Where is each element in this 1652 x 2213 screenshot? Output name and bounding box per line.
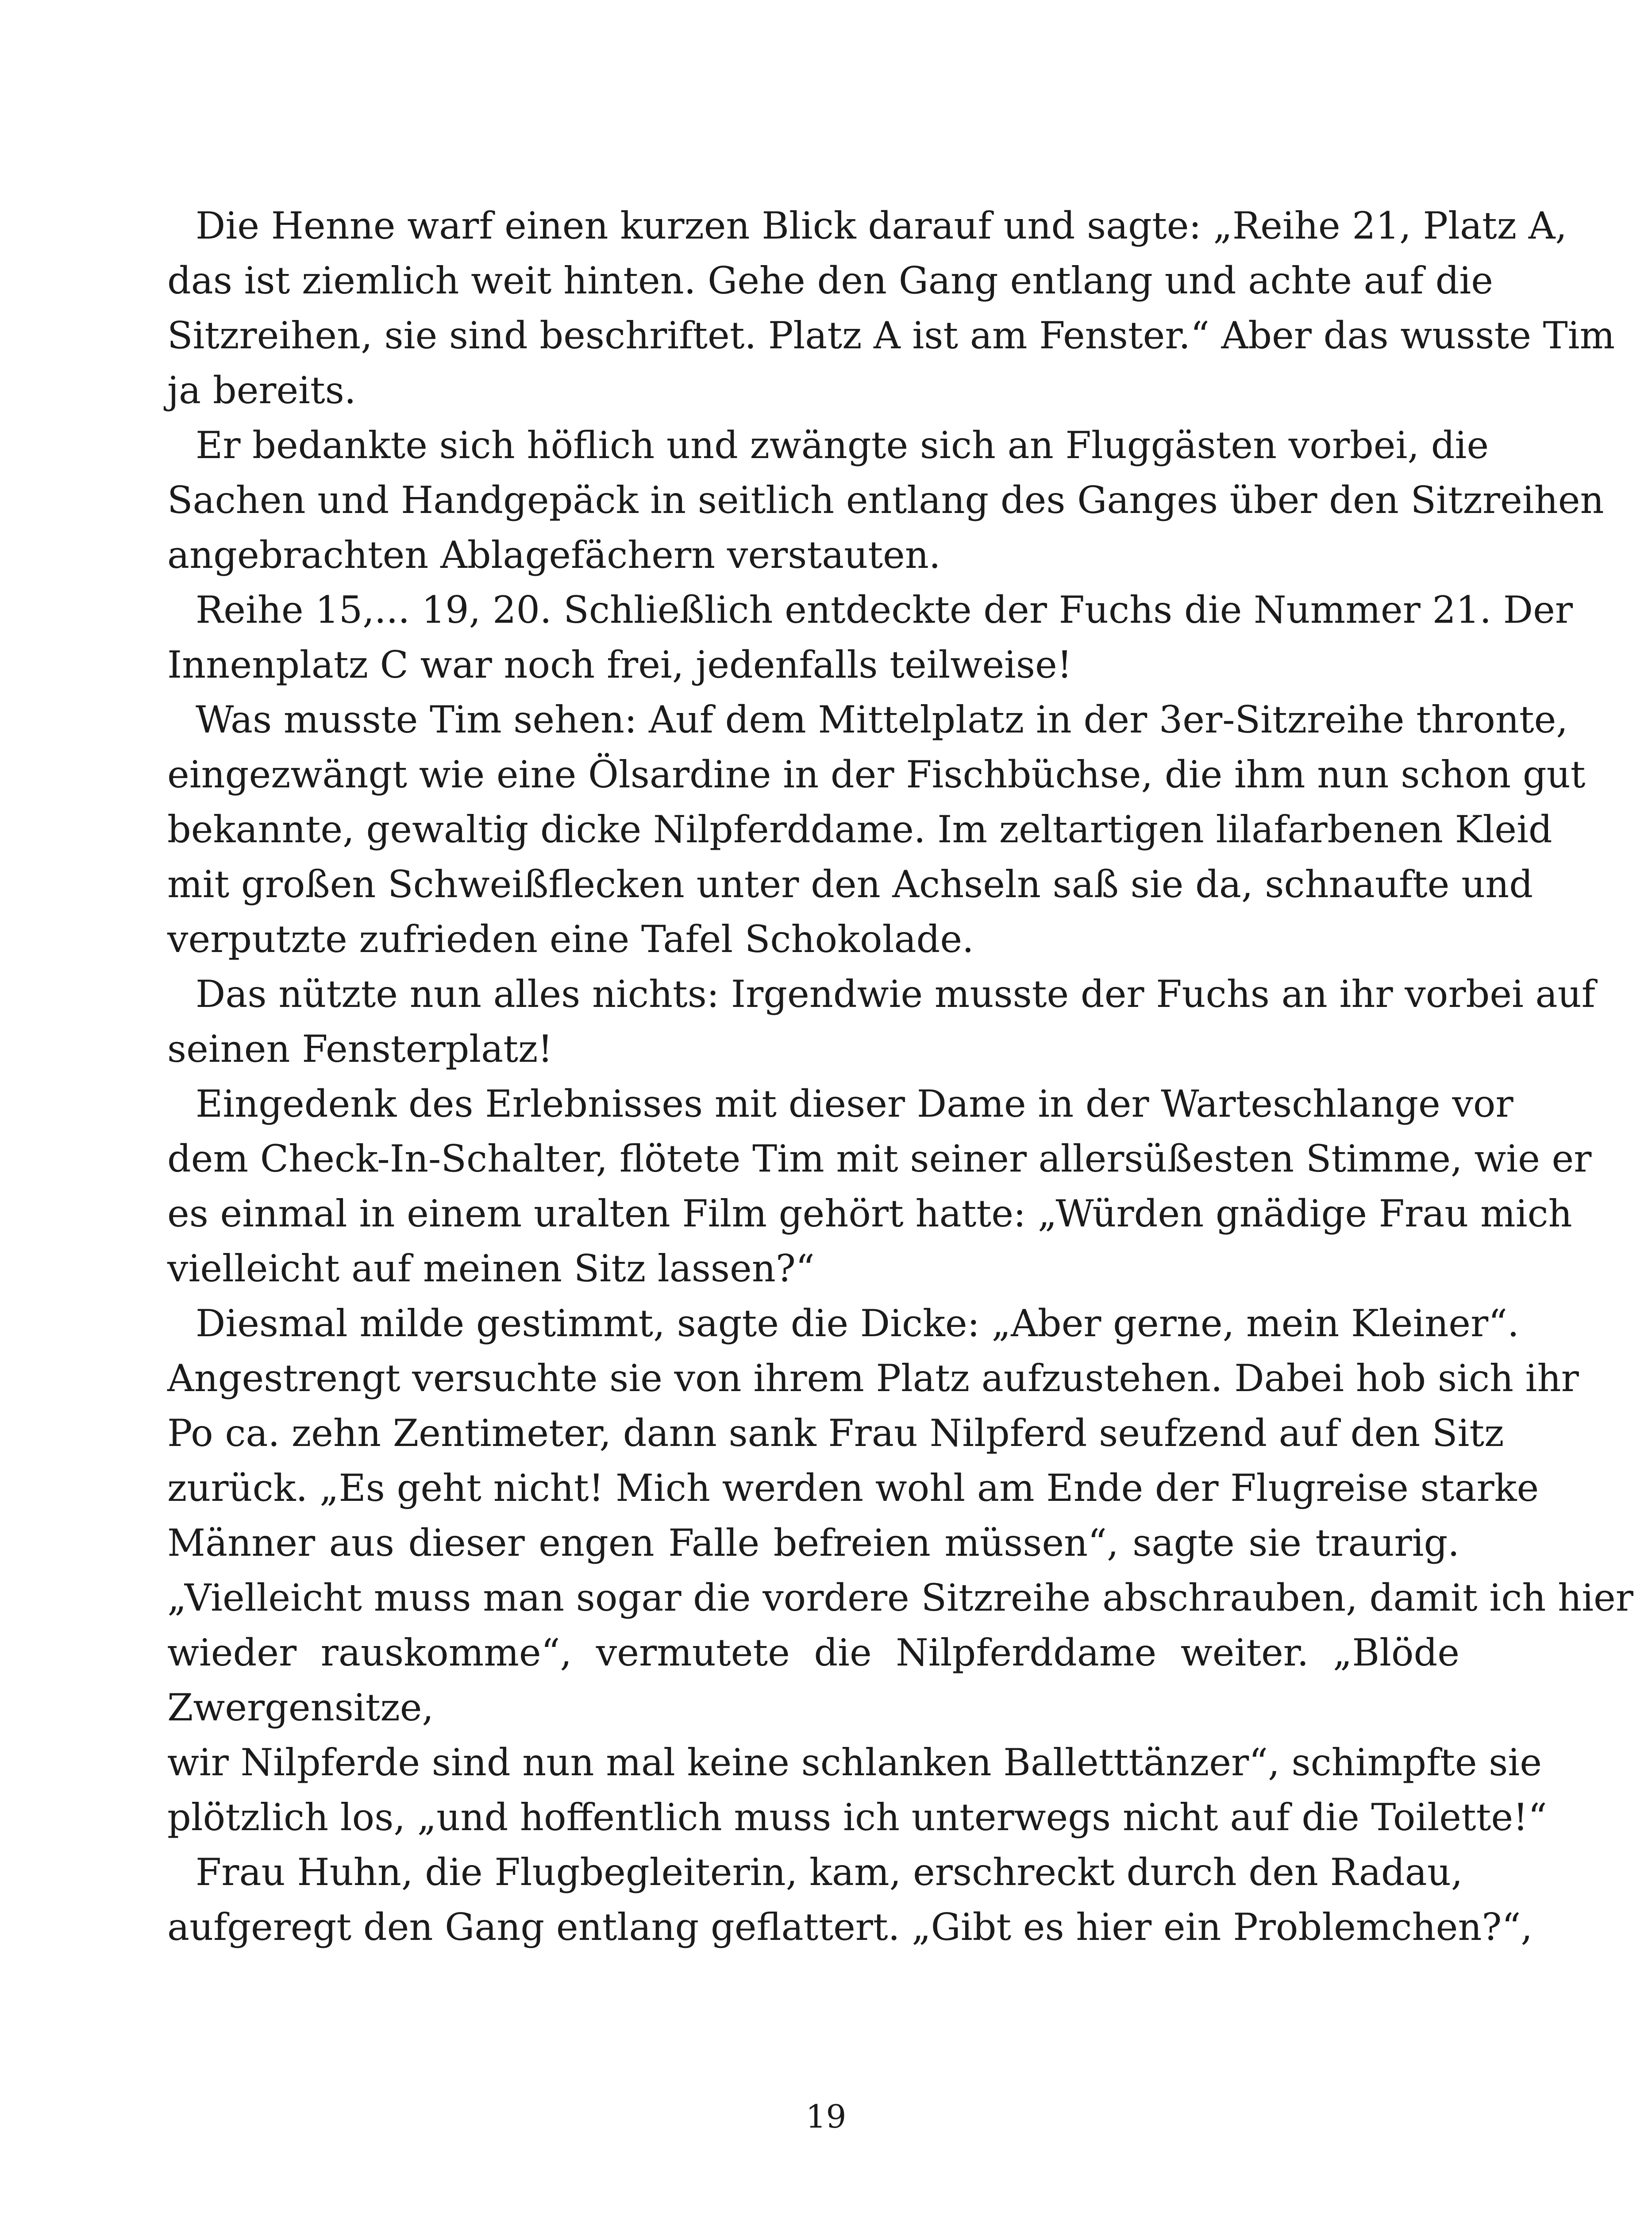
- text-line: Zwergensitze,: [167, 1686, 434, 1729]
- text-line: plötzlich los, „und hoffentlich muss ich unterwegs nicht auf die Toilette!“: [167, 1796, 1547, 1839]
- text-line: Innenplatz C war noch frei, jedenfalls teilweise!: [167, 643, 1072, 686]
- text-line: Männer aus dieser engen Falle befreien müssen“, sagte sie traurig.: [167, 1521, 1459, 1565]
- text-line: Reihe 15,... 19, 20. Schließlich entdeckte der Fuchs die Nummer 21. Der: [196, 588, 1573, 632]
- text-line: mit großen Schweißflecken unter den Achseln saß sie da, schnaufte und: [167, 863, 1533, 906]
- page-number: 19: [805, 2098, 847, 2135]
- text-line: Po ca. zehn Zentimeter, dann sank Frau Nilpferd seufzend auf den Sitz: [167, 1411, 1504, 1455]
- text-line: Das nützte nun alles nichts: Irgendwie musste der Fuchs an ihr vorbei auf: [196, 972, 1595, 1016]
- text-line: dem Check-In-Schalter, flötete Tim mit seiner allersüßesten Stimme, wie er: [167, 1137, 1592, 1180]
- text-line: Angestrengt versuchte sie von ihrem Platz aufzustehen. Dabei hob sich ihr: [167, 1357, 1579, 1400]
- text-line: zurück. „Es geht nicht! Mich werden wohl am Ende der Flugreise starke: [167, 1466, 1539, 1510]
- text-line: „Vielleicht muss man sogar die vordere Sitzreihe abschrauben, damit ich hier: [167, 1576, 1633, 1619]
- text-line: ja bereits.: [167, 369, 356, 412]
- text-line: es einmal in einem uralten Film gehört hatte: „Würden gnädige Frau mich: [167, 1192, 1572, 1235]
- text-line: Die Henne warf einen kurzen Blick darauf und sagte: „Reihe 21, Platz A,: [196, 204, 1567, 247]
- text-line: Sachen und Handgepäck in seitlich entlang des Ganges über den Sitzreihen: [167, 478, 1604, 522]
- text-line: verputzte zufrieden eine Tafel Schokolade.: [167, 918, 974, 961]
- text-line: das ist ziemlich weit hinten. Gehe den Gang entlang und achte auf die: [167, 259, 1493, 302]
- body-text: [167, 198, 1633, 1955]
- text-line: aufgeregt den Gang entlang geflattert. „Gibt es hier ein Problemchen?“,: [167, 1905, 1533, 1949]
- text-line: Eingedenk des Erlebnisses mit dieser Dame in der Warteschlange vor: [196, 1082, 1513, 1126]
- text-line: Sitzreihen, sie sind beschriftet. Platz A ist am Fenster.“ Aber das wusste Tim: [167, 314, 1615, 357]
- text-line: seinen Fensterplatz!: [167, 1027, 553, 1071]
- text-line: bekannte, gewaltig dicke Nilpferddame. Im zeltartigen lilafarbenen Kleid: [167, 808, 1552, 851]
- text-line: wieder rauskomme“, vermutete die Nilpferddame weiter. „Blöde: [167, 1631, 1459, 1674]
- text-line: Frau Huhn, die Flugbegleiterin, kam, erschreckt durch den Radau,: [196, 1851, 1463, 1894]
- text-line: wir Nilpferde sind nun mal keine schlanken Balletttänzer“, schimpfte sie: [167, 1741, 1542, 1784]
- text-line: eingezwängt wie eine Ölsardine in der Fischbüchse, die ihm nun schon gut: [167, 753, 1586, 796]
- text-line: Er bedankte sich höflich und zwängte sich an Fluggästen vorbei, die: [196, 424, 1489, 467]
- text-line: angebrachten Ablagefächern verstauten.: [167, 533, 941, 577]
- text-line: vielleicht auf meinen Sitz lassen?“: [167, 1247, 815, 1290]
- text-line: Was musste Tim sehen: Auf dem Mittelplatz in der 3er-Sitzreihe thronte,: [196, 698, 1568, 741]
- text-line: Diesmal milde gestimmt, sagte die Dicke: „Aber gerne, mein Kleiner“.: [196, 1302, 1519, 1345]
